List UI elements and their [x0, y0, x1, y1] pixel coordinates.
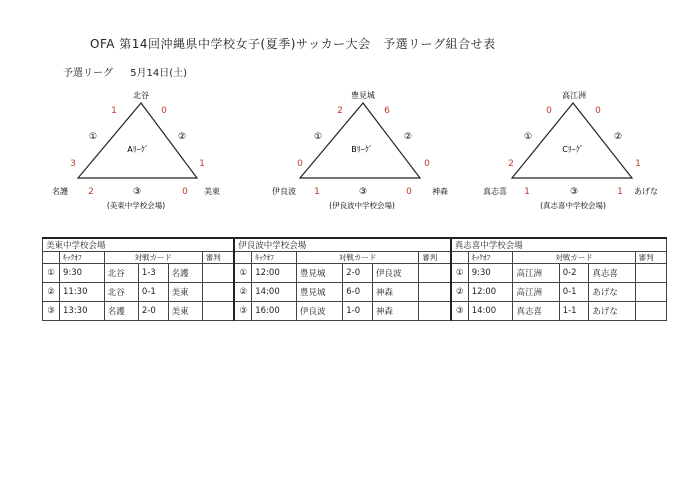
match-no: ③ [43, 302, 60, 321]
group-b-score-left-top: 0 [297, 159, 303, 169]
group-c-score-left-top: 2 [508, 159, 514, 169]
group-a-right-team: 美東 [204, 187, 220, 196]
match-away: 美東 [168, 283, 202, 302]
group-b-score-top-right: 6 [384, 106, 390, 116]
match-home: 真志喜 [513, 302, 559, 321]
group-c-right-team: あげな [634, 187, 658, 196]
league-diagrams [0, 0, 700, 230]
group-a-diagram [52, 90, 220, 210]
group-a-match-right: ② [177, 132, 187, 142]
col-referee: 審判 [635, 252, 666, 264]
group-a-left-team: 名護 [52, 187, 68, 196]
stage-label: 予選リーグ [63, 68, 113, 79]
table-row [43, 302, 667, 321]
match-home: 高江洲 [513, 264, 559, 283]
match-referee [419, 302, 451, 321]
match-referee [202, 264, 234, 283]
match-time: 12:00 [468, 283, 513, 302]
group-c-match-left: ① [523, 132, 533, 142]
match-no: ① [43, 264, 60, 283]
col-card: 対戦カード [104, 252, 202, 264]
group-a-score-left-top: 3 [70, 159, 76, 169]
match-home: 豊見城 [297, 283, 343, 302]
match-referee [202, 302, 234, 321]
match-score: 0-1 [138, 283, 168, 302]
group-a-score-top-left: 1 [111, 106, 117, 116]
match-home: 北谷 [104, 264, 138, 283]
match-no: ② [234, 283, 252, 302]
match-no: ① [451, 264, 469, 283]
group-b-top-team: 豊見城 [351, 91, 375, 100]
match-time: 13:30 [60, 302, 105, 321]
match-away: 神森 [372, 283, 418, 302]
group-c-top-team: 高江洲 [562, 91, 586, 100]
group-c-score-top-right: 0 [595, 106, 601, 116]
col-kickoff: ｷｯｸｵﾌ [468, 252, 513, 264]
match-home: 名護 [104, 302, 138, 321]
group-a-match-left: ① [88, 132, 98, 142]
group-a-venue: (美東中学校会場) [106, 201, 166, 210]
match-no: ③ [451, 302, 469, 321]
table-row [43, 283, 667, 302]
match-referee [635, 302, 666, 321]
group-a-score-right-top: 1 [199, 159, 205, 169]
column-header-row [43, 252, 667, 264]
col-referee: 審判 [419, 252, 451, 264]
group-b-score-bottom-left: 1 [314, 187, 320, 197]
group-b-diagram [272, 90, 448, 210]
match-time: 9:30 [468, 264, 513, 283]
group-c-venue: (真志喜中学校会場) [540, 201, 606, 210]
match-away: 神森 [372, 302, 418, 321]
group-a-top-team: 北谷 [133, 91, 149, 100]
match-time: 9:30 [60, 264, 105, 283]
match-referee [635, 283, 666, 302]
col-kickoff: ｷｯｸｵﾌ [252, 252, 297, 264]
group-b-venue: (伊良波中学校会場) [329, 201, 395, 210]
match-away: 伊良波 [372, 264, 418, 283]
page-title: OFA 第14回沖縄県中学校女子(夏季)サッカー大会 予選リーグ組合せ表 [90, 37, 496, 51]
group-c-score-right-top: 1 [635, 159, 641, 169]
col-kickoff: ｷｯｸｵﾌ [60, 252, 105, 264]
group-a-score-top-right: 0 [161, 106, 167, 116]
table-row [43, 264, 667, 283]
match-referee [202, 283, 234, 302]
group-c-score-bottom-left: 1 [524, 187, 530, 197]
col-referee: 審判 [202, 252, 234, 264]
venue-row [43, 238, 667, 252]
group-c-match-bottom: ③ [569, 187, 579, 197]
group-b-match-bottom: ③ [358, 187, 368, 197]
group-c-match-right: ② [613, 132, 623, 142]
group-a-match-bottom: ③ [132, 187, 142, 197]
match-no: ② [43, 283, 60, 302]
group-b-score-right-top: 0 [424, 159, 430, 169]
match-time: 11:30 [60, 283, 105, 302]
group-c-left-team: 真志喜 [483, 187, 507, 196]
match-home: 北谷 [104, 283, 138, 302]
match-referee [635, 264, 666, 283]
match-time: 14:00 [468, 302, 513, 321]
venue-name: 真志喜中学校会場 [451, 238, 667, 252]
match-no: ① [234, 264, 252, 283]
col-card: 対戦カード [297, 252, 419, 264]
group-b-match-right: ② [403, 132, 413, 142]
match-away: あげな [589, 283, 635, 302]
match-score: 0-2 [559, 264, 589, 283]
match-score: 1-0 [343, 302, 373, 321]
match-home: 高江洲 [513, 283, 559, 302]
col-card: 対戦カード [513, 252, 635, 264]
group-b-left-team: 伊良波 [272, 187, 296, 196]
group-b-label: Bﾘｰｸﾞ [351, 145, 373, 154]
date-label: 5月14日(土) [130, 68, 188, 79]
match-away: 真志喜 [589, 264, 635, 283]
match-score: 1-3 [138, 264, 168, 283]
group-a-label: Aﾘｰｸﾞ [127, 145, 149, 154]
match-time: 16:00 [252, 302, 297, 321]
match-score: 6-0 [343, 283, 373, 302]
match-away: 美東 [168, 302, 202, 321]
match-schedule-table [42, 237, 667, 321]
venue-name: 伊良波中学校会場 [234, 238, 450, 252]
match-home: 伊良波 [297, 302, 343, 321]
group-b-match-left: ① [313, 132, 323, 142]
match-referee [419, 283, 451, 302]
match-no: ② [451, 283, 469, 302]
group-c-score-bottom-right: 1 [617, 187, 623, 197]
match-time: 14:00 [252, 283, 297, 302]
match-score: 0-1 [559, 283, 589, 302]
group-c-score-top-left: 0 [546, 106, 552, 116]
match-score: 1-1 [559, 302, 589, 321]
match-away: あげな [589, 302, 635, 321]
match-no: ③ [234, 302, 252, 321]
group-b-score-bottom-right: 0 [406, 187, 412, 197]
group-a-score-bottom-right: 0 [182, 187, 188, 197]
group-a-score-bottom-left: 2 [88, 187, 94, 197]
group-b-score-top-left: 2 [337, 106, 343, 116]
group-c-diagram [483, 90, 658, 210]
group-c-label: Cﾘｰｸﾞ [562, 145, 584, 154]
match-referee [419, 264, 451, 283]
match-score: 2-0 [343, 264, 373, 283]
match-time: 12:00 [252, 264, 297, 283]
match-home: 豊見城 [297, 264, 343, 283]
group-b-right-team: 神森 [432, 187, 448, 196]
match-score: 2-0 [138, 302, 168, 321]
match-away: 名護 [168, 264, 202, 283]
venue-name: 美東中学校会場 [43, 238, 235, 252]
